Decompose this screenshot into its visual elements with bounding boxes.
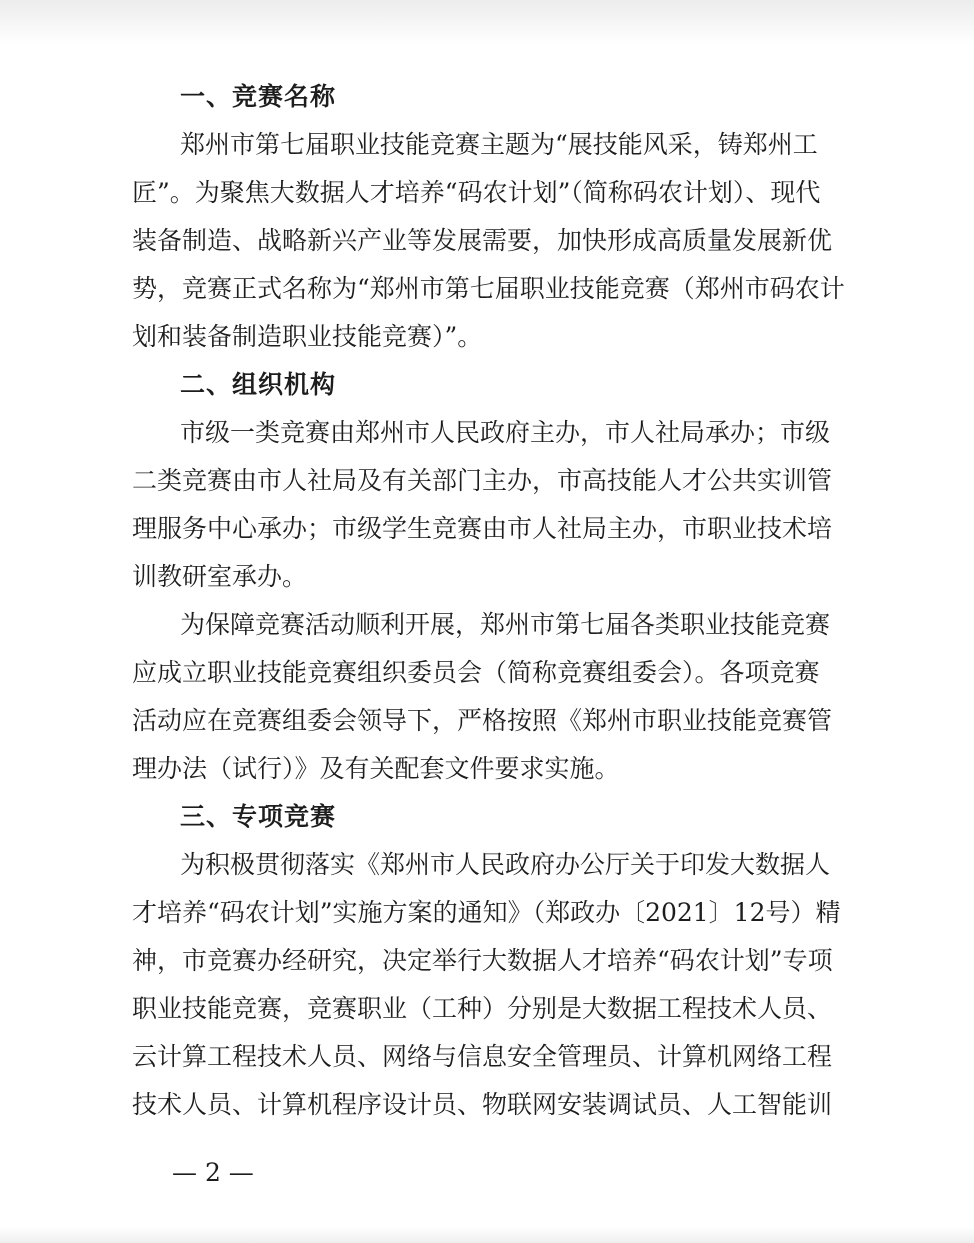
paragraph-line: 为积极贯彻落实《郑州市人民政府办公厅关于印发大数据人 bbox=[180, 850, 831, 879]
section-heading: 一、竞赛名称 bbox=[180, 82, 337, 111]
paragraph-line: 郑州市第七届职业技能竞赛主题为“展技能风采，铸郑州工 bbox=[180, 130, 818, 159]
paragraph-line: 市级一类竞赛由郑州市人民政府主办，市人社局承办；市级 bbox=[180, 418, 831, 447]
paragraph-line: 应成立职业技能竞赛组织委员会（简称竞赛组委会）。各项竞赛 bbox=[132, 658, 820, 687]
paragraph-line: 二类竞赛由市人社局及有关部门主办，市高技能人才公共实训管 bbox=[132, 466, 833, 495]
paragraph-line: 才培养“码农计划”实施方案的通知》（郑政办〔2021〕12号）精 bbox=[132, 898, 841, 927]
paragraph-line: 理服务中心承办；市级学生竞赛由市人社局主办，市职业技术培 bbox=[132, 514, 833, 543]
paragraph-line: 装备制造、战略新兴产业等发展需要，加快形成高质量发展新优 bbox=[132, 226, 833, 255]
paragraph-line: 职业技能竞赛，竞赛职业（工种）分别是大数据工程技术人员、 bbox=[132, 994, 833, 1023]
paragraph-line: 势，竞赛正式名称为“郑州市第七届职业技能竞赛（郑州市码农计 bbox=[132, 274, 845, 303]
paragraph-line: 匠”。为聚焦大数据人才培养“码农计划”（简称码农计划）、现代 bbox=[132, 178, 821, 207]
paragraph-line: 活动应在竞赛组委会领导下，严格按照《郑州市职业技能竞赛管 bbox=[132, 706, 833, 735]
paragraph-line: 训教研室承办。 bbox=[132, 562, 308, 591]
paragraph-line: 为保障竞赛活动顺利开展，郑州市第七届各类职业技能竞赛 bbox=[180, 610, 831, 639]
paragraph-line: 划和装备制造职业技能竞赛）”。 bbox=[132, 322, 483, 351]
section-heading: 二、组织机构 bbox=[180, 370, 337, 399]
paragraph-line: 理办法（试行）》及有关配套文件要求实施。 bbox=[132, 754, 620, 783]
paragraph-line: 神，市竞赛办经研究，决定举行大数据人才培养“码农计划”专项 bbox=[132, 946, 833, 975]
paragraph-line: 云计算工程技术人员、网络与信息安全管理员、计算机网络工程 bbox=[132, 1042, 833, 1071]
section-heading: 三、专项竞赛 bbox=[180, 802, 337, 831]
page-number: — 2 — bbox=[172, 1158, 254, 1187]
paragraph-line: 技术人员、计算机程序设计员、物联网安装调试员、人工智能训 bbox=[132, 1090, 833, 1119]
